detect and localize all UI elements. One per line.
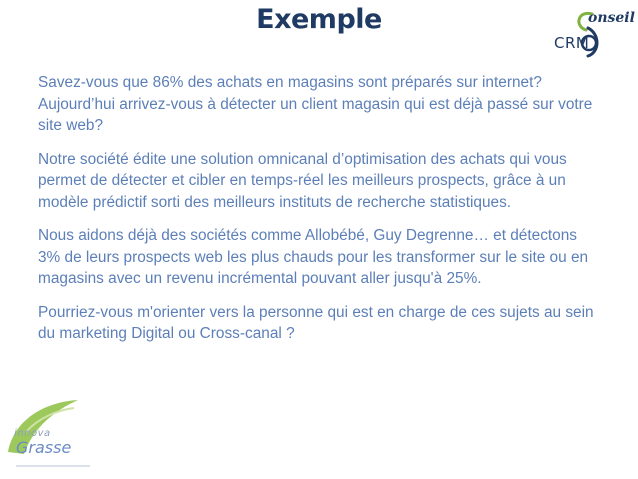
innova-grasse-logo (4, 392, 114, 478)
slide-body (38, 72, 598, 357)
logo-grasse-text: Grasse (16, 438, 72, 457)
paragraph-stat: Savez-vous que 86% des achats en magasins sont préparés sur internet? Aujourd’hui arrivez-vous à détecter un client magasin qui est déjà passé sur votre site web? (38, 74, 593, 134)
slide-title: Exemple (256, 4, 382, 35)
logo-conseil-text: onseil (588, 10, 635, 26)
logo-innova-text: innova (14, 428, 51, 439)
paragraph-request: Pourriez-vous m'orienter vers la personne qui est en charge de ces sujets au sein du marketing Digital ou Cross-canal ? (38, 303, 594, 342)
crm-conseil-logo (548, 8, 634, 60)
logo-crm-text: CRM (554, 34, 590, 52)
paragraph-clients: Nous aidons déjà des sociétés comme Allobébé, Guy Degrenne… et détectons 3% de leurs prospects web les plus chauds pour les transformer sur le site ou en magasins avec un revenu incrémental pouvant aller jusqu'à 25%. (38, 227, 589, 287)
paragraph-solution: Notre société édite une solution omnicanal d’optimisation des achats qui vous permet de détecter et cibler en temps-réel les meilleurs prospects, grâce à un modèle prédictif sorti des meilleurs instituts de recherche statistiques. (38, 150, 567, 211)
